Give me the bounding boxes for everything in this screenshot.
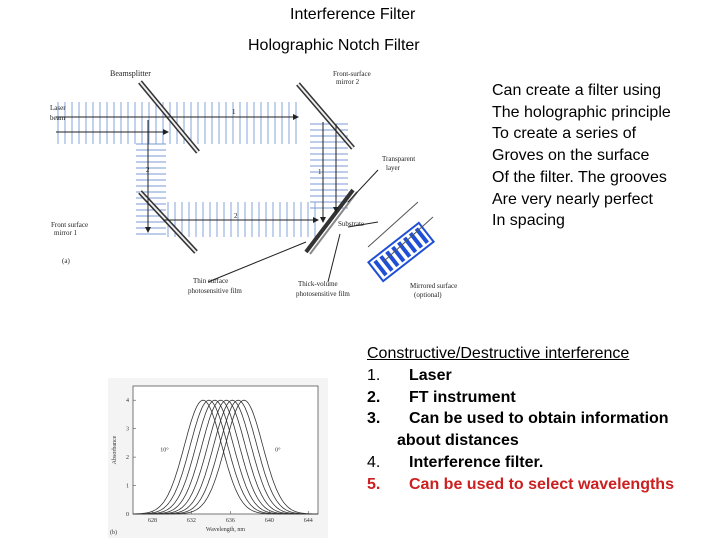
- label-beam-1b: 1: [318, 168, 322, 176]
- list-item: [367, 365, 674, 387]
- y-axis-label: Absorbance: [112, 435, 118, 465]
- x-axis-label: Wavelength, nm: [205, 527, 246, 533]
- thick-volume-film: [368, 223, 433, 281]
- list-number: 4.: [367, 453, 381, 471]
- label-beam-2: 2: [146, 166, 150, 174]
- absorbance-chart: [108, 378, 328, 538]
- annotation-0deg: 0°: [275, 447, 281, 454]
- label-mirror-2: mirror 2: [336, 78, 360, 86]
- label-thick-film: photosensitive film: [296, 290, 350, 298]
- description-line: The holographic principle: [492, 103, 671, 121]
- description-line: Can create a filter using: [492, 82, 661, 99]
- page-subtitle: Holographic Notch Filter: [248, 37, 420, 54]
- label-substrate: Substrate: [338, 220, 365, 228]
- y-tick-label: 4: [126, 398, 129, 405]
- list-text: FT instrument: [409, 388, 516, 406]
- y-tick-label: 0: [126, 512, 129, 518]
- label-mirrored-surface: Mirrored surface: [410, 282, 458, 290]
- description-line: Are very nearly perfect: [492, 190, 653, 208]
- label-front-surface-1: Front surface: [51, 221, 89, 229]
- list-item: [367, 408, 674, 430]
- y-tick-label: 1: [126, 483, 129, 490]
- list-item: [367, 474, 674, 496]
- list-number: 1.: [367, 366, 381, 384]
- panel-label: (b): [110, 530, 117, 536]
- label-beam-2b: 2: [234, 212, 238, 220]
- interference-list: [367, 343, 674, 496]
- x-tick-label: 628: [147, 518, 157, 524]
- label-laser: Laser: [50, 104, 66, 112]
- description-line: To create a series of: [492, 125, 637, 143]
- list-item: [367, 387, 674, 409]
- description-line: Of the filter. The grooves: [492, 168, 667, 186]
- description-line: In spacing: [492, 212, 565, 230]
- label-transparent: Transparent: [382, 155, 416, 163]
- label-beamsplitter: Beamsplitter: [110, 69, 151, 78]
- page-title: Interference Filter: [290, 6, 416, 23]
- y-tick-label: 3: [126, 426, 129, 433]
- x-tick-label: 636: [225, 518, 235, 524]
- label-front-surface-2: Front-surface: [333, 70, 371, 78]
- list-number: 5.: [367, 475, 381, 493]
- list-text: Laser: [409, 366, 452, 384]
- description-block: [492, 80, 671, 232]
- x-tick-label: 640: [264, 518, 274, 524]
- mirror-2: [298, 84, 353, 148]
- list-text: Interference filter.: [409, 453, 544, 471]
- list-header: Constructive/Destructive interference: [367, 345, 630, 362]
- label-beam-1: 1: [232, 108, 236, 116]
- list-number: 3.: [367, 410, 381, 428]
- x-tick-label: 632: [186, 518, 196, 524]
- list-number: 2.: [367, 388, 381, 406]
- y-tick-label: 2: [126, 455, 129, 462]
- x-tick-label: 644: [303, 518, 313, 524]
- annotation-10deg: 10°: [160, 447, 169, 454]
- list-text: Can be used to obtain information: [409, 410, 669, 428]
- description-line: Groves on the surface: [492, 147, 650, 165]
- list-continuation: about distances: [397, 432, 519, 450]
- list-text: Can be used to select wavelengths: [409, 475, 674, 493]
- list-item: [367, 452, 674, 474]
- label-panel-a: (a): [62, 257, 70, 265]
- label-optional: (optional): [414, 291, 442, 299]
- label-layer: layer: [386, 164, 400, 172]
- label-thin-film: photosensitive film: [188, 287, 242, 295]
- label-mirror-1: mirror 1: [54, 229, 78, 237]
- label-beam: beam: [50, 114, 66, 122]
- holographic-setup-diagram: [48, 62, 488, 302]
- label-thick-volume: Thick-volume: [298, 280, 338, 288]
- label-thin-surface: Thin surface: [193, 277, 229, 285]
